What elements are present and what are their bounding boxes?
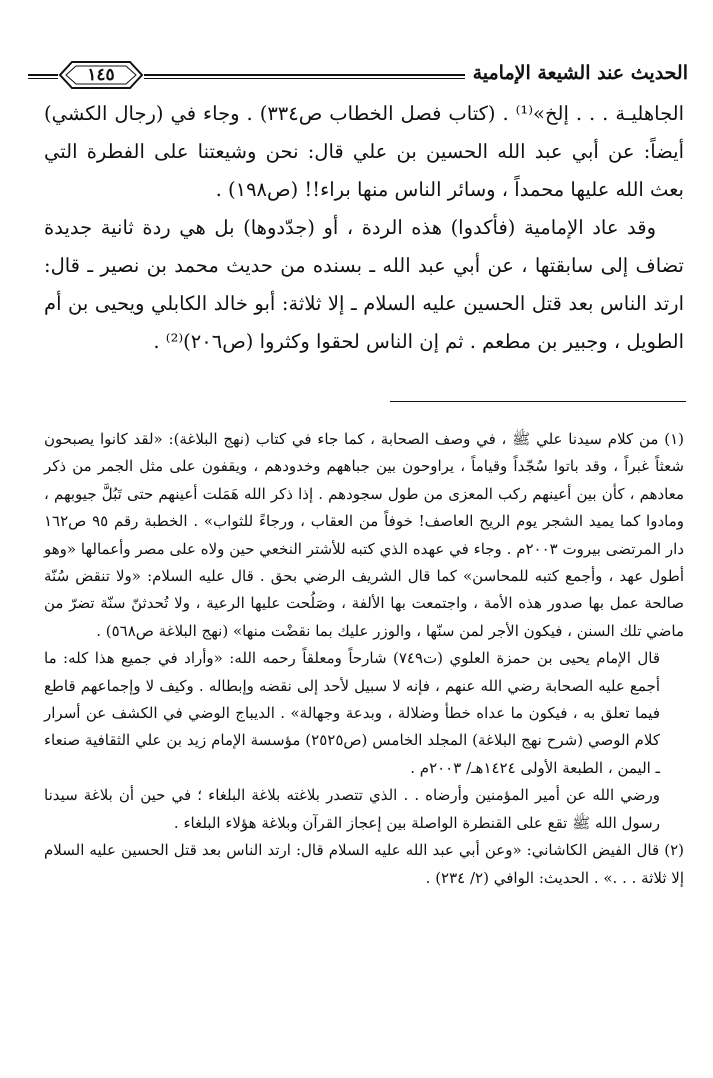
page-number-ornament bbox=[58, 60, 144, 90]
footnote-2-text: قال الفيض الكاشاني: «وعن أبي عبد الله عليه السلام قال: ارتد الناس بعد قتل الحسين عليه السلام إلا ثلاثة . . .» . الحديث: الوافي (٢/ ٢٣٤) . bbox=[44, 841, 684, 887]
footnote-1-text: من كلام سيدنا علي ﷺ ، في وصف الصحابة ، كما جاء في كتاب (نهج البلاغة): «لقد كانوا يصبحون شعثاً غبراً ، وقد باتوا سُجّداً وقياماً ، يراوحون بين جباههم وخدودهم ، ويقفون على مثل الجمر من ذكر معادهم ، كأن بين أعينهم ركب المعزى من طول سجودهم . إذا ذكر الله هَمَلت أعينهم حتى تَبُلَّ جيوبهم ، ومادوا كما يميد الشجر يوم الريح العاصف! خوفاً من العقاب ، ورجاءً للثواب» . الخطبة رقم ٩٥ ص١٦٢ دار المرتضى بيروت ٢٠٠٣م . وجاء في عهده الذي كتبه للأشتر النخعي حين ولاه على مصر وأعمالها «وهو أطول عهد ، وأجمع كتبه للمحاسن» كما قال الشريف الرضي بحق . قال عليه السلام: «ولا تنقض سُنّة صالحة عمل بها صدور هذه الأمة ، واجتمعت بها الألفة ، وصَلُحت عليها الرعية ، ولا تُحدثنّ سنّة تضرّ من ماضي تلك السنن ، فيكون الأجر لمن سنّها ، والوزر عليك بما نقضْت منها» (نهج البلاغة ص٥٦٨) . bbox=[44, 430, 685, 640]
footnote-1 bbox=[44, 426, 684, 645]
page-number: ١٤٥ bbox=[87, 65, 115, 85]
footnote-2-number: (٢) bbox=[664, 841, 684, 860]
body-paragraph-2: وقد عاد الإمامية (فأكدوا) هذه الردة ، أو (جدّدوها) بل هي ردة ثانية جديدة تضاف إلى سابقتها ، عن أبي عبد الله ـ بسنده من حديث محمد بن نصير ـ قال: ارتد الناس بعد قتل الحسين عليه السلام ـ إلا ثلاثة: أبو خالد الكابلي ويحيى بن أم الطويل ، وجبير بن مطعم . ثم إن الناس لحقوا وكثروا (ص٢٠٦)⁽²⁾ . bbox=[44, 216, 684, 353]
running-title: الحديث عند الشيعة الإمامية bbox=[465, 54, 688, 92]
footnote-1-number: (١) bbox=[664, 430, 684, 448]
footnote-1-continuation-1: قال الإمام يحيى بن حمزة العلوي (ت٧٤٩) شارحاً ومعلقاً رحمه الله: «وأراد في جميع هذا كله: ما أجمع عليه الصحابة رضي الله عنهم ، فإنه لا سبيل لأحد إلى نقضه وإبطاله . وكيف لا وإجماعهم قاطع فيما تعلق به ، فيكون ما عداه خطأ وضلالة ، وبدعة وجهالة» . الديباج الوضي في الكشف عن أسرار كلام الوصي (شرح نهج البلاغة) المجلد الخامس (ص٢٥٢٥) مؤسسة الإمام زيد بن علي الثقافية صنعاء ـ اليمن ، الطبعة الأولى ١٤٢٤هـ/ ٢٠٠٣م . bbox=[44, 649, 660, 777]
footnote-separator bbox=[390, 401, 686, 402]
footnotes bbox=[44, 426, 684, 892]
footnote-2 bbox=[44, 837, 684, 892]
footnote-1-continuation-2: ورضي الله عن أمير المؤمنين وأرضاه . . الذي تتصدر بلاغته بلاغة البلغاء ؛ في حين أن بلاغة سيدنا رسول الله ﷺ تقع على القنطرة الواصلة بين إعجاز القرآن وبلاغة هؤلاء البلغاء . bbox=[44, 786, 660, 832]
body-paragraph-1: الجاهليـة . . . إلخ»⁽¹⁾ . (كتاب فصل الخطاب ص٣٣٤) . وجاء في (رجال الكشي) أيضاً: عن أبي عبد الله الحسين بن علي قال: نحن وشيعتنا على الفطرة التي بعث الله عليها محمداً ، وسائر الناس منها براء!! (ص١٩٨) . bbox=[44, 102, 685, 201]
main-text bbox=[44, 95, 684, 361]
